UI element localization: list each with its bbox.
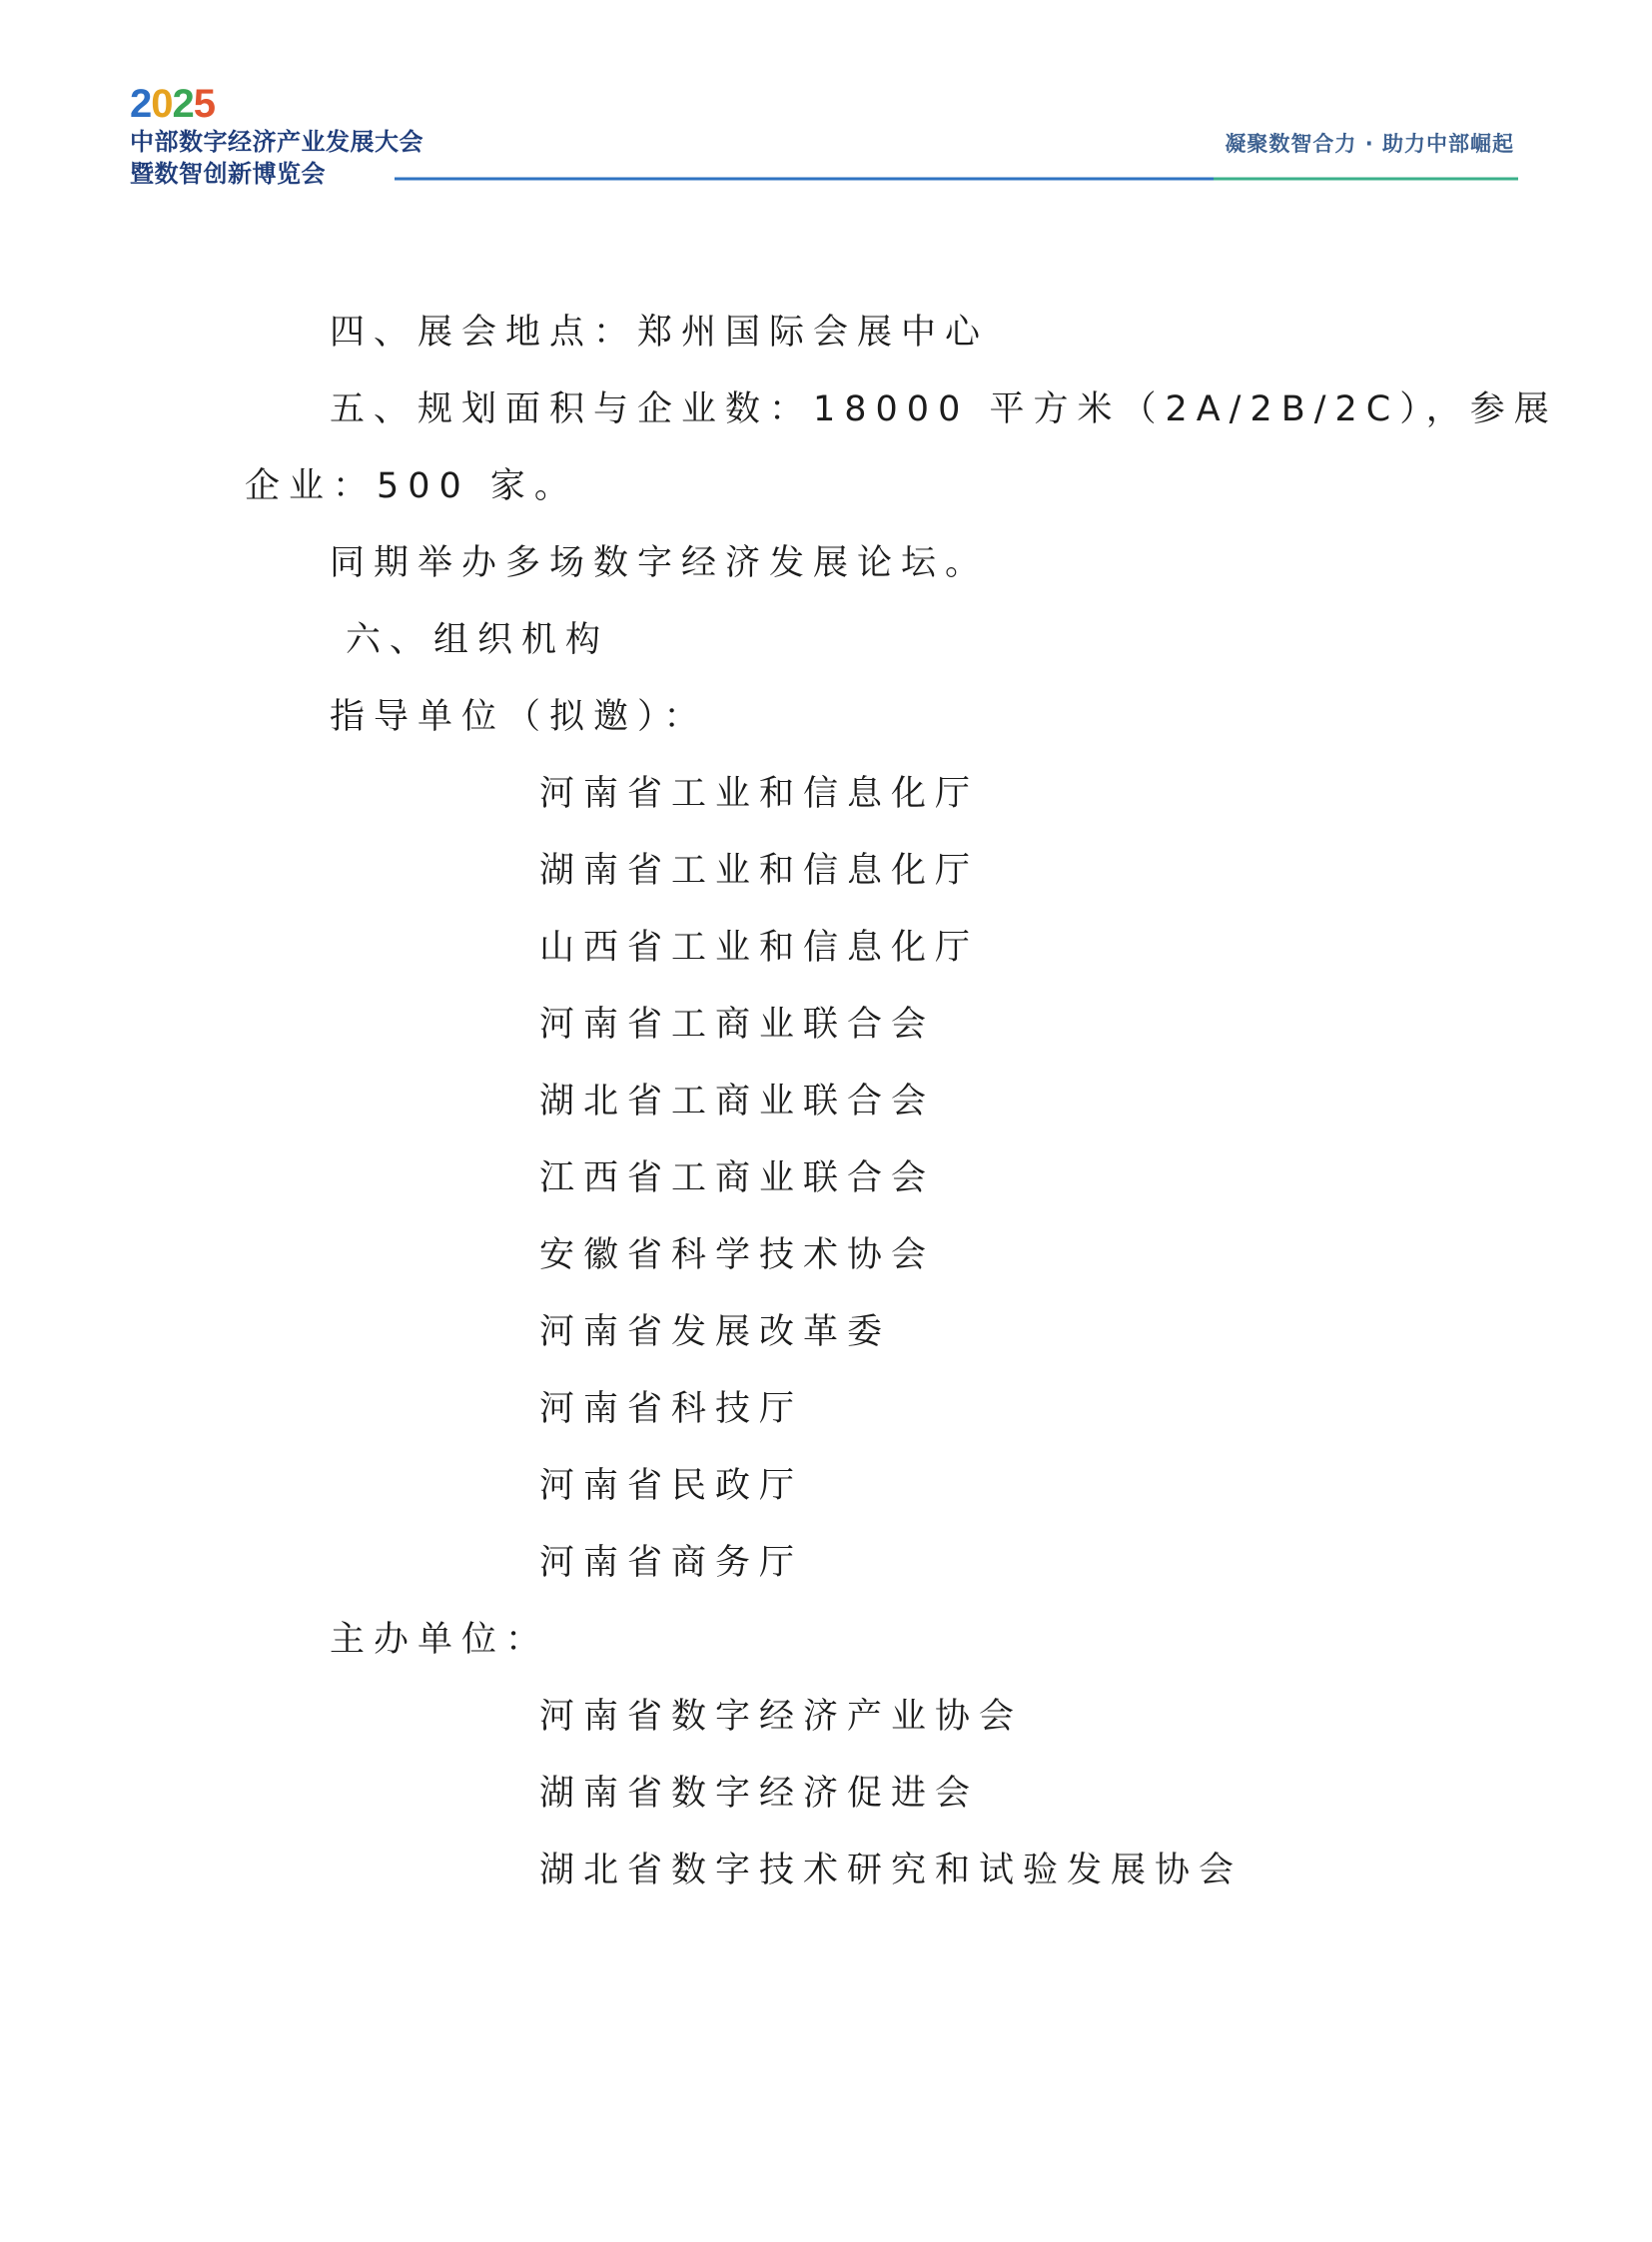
guide-unit: 河南省商务厅 [539,1543,804,1583]
logo-digit: 2 [130,82,152,126]
guide-heading: 指导单位（拟邀）： [330,697,708,737]
guide-unit: 湖北省工商业联合会 [539,1082,936,1121]
logo-year [130,84,215,124]
guide-unit: 河南省民政厅 [539,1466,804,1506]
guide-unit: 山西省工业和信息化厅 [539,928,980,968]
header-slogan: 凝聚数智合力 · 助力中部崛起 [1225,132,1514,156]
guide-unit: 河南省发展改革委 [539,1312,892,1352]
header-rule [395,172,1518,184]
guide-unit: 河南省工商业联合会 [539,1005,936,1045]
area-line: 五、规划面积与企业数：18000 平方米（2A/2B/2C），参展 [330,389,1558,429]
guide-unit: 河南省科技厅 [539,1389,804,1429]
logo-digit: 5 [193,82,215,126]
event-title-line1: 中部数字经济产业发展大会 [130,128,423,156]
forums-line: 同期举办多场数字经济发展论坛。 [330,543,990,583]
host-heading: 主办单位： [330,1620,550,1660]
venue-line: 四、展会地点：郑州国际会展中心 [330,313,990,353]
guide-unit: 河南省工业和信息化厅 [539,774,980,814]
guide-unit: 江西省工商业联合会 [539,1158,936,1198]
logo-digit: 2 [172,82,194,126]
logo-digit: 0 [151,82,173,126]
host-unit: 河南省数字经济产业协会 [539,1697,1024,1737]
org-heading: 六、组织机构 [346,620,610,660]
event-title-line2: 暨数智创新博览会 [130,160,326,188]
host-unit: 湖南省数字经济促进会 [539,1774,980,1814]
area-line-continued: 企业：500 家。 [245,466,578,506]
host-unit: 湖北省数字技术研究和试验发展协会 [539,1851,1243,1890]
page-header [0,0,1652,200]
guide-unit: 湖南省工业和信息化厅 [539,851,980,891]
guide-unit: 安徽省科学技术协会 [539,1235,936,1275]
